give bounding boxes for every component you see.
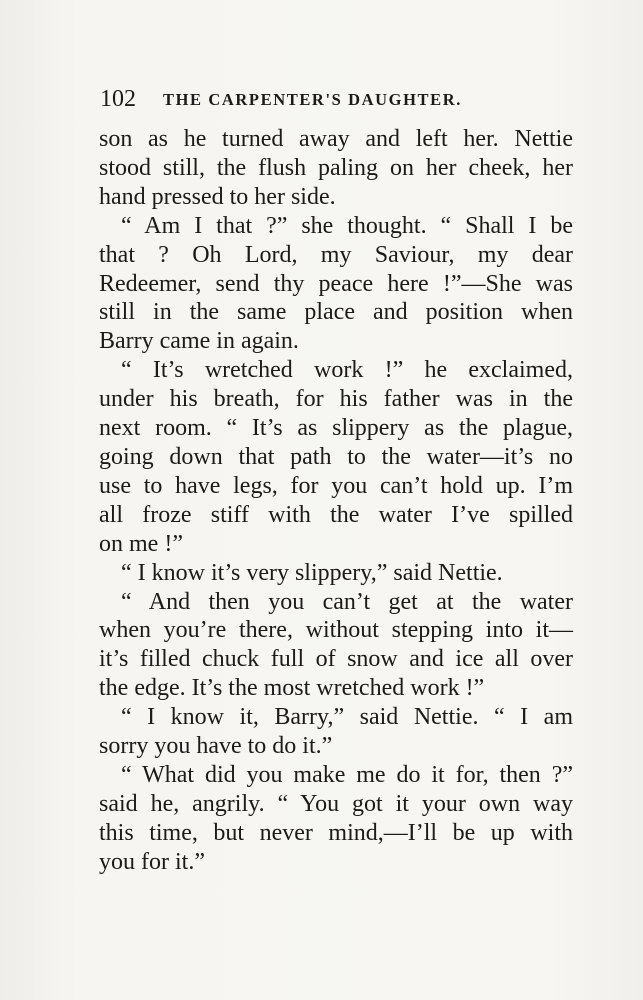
text-line: “ I know it’s very slippery,” said Nettie. — [121, 559, 503, 586]
text-line: on me !” — [99, 530, 183, 557]
text-line: sorry you have to do it.” — [99, 733, 333, 760]
text-line: son as he turned away and left her. Nettie — [99, 126, 573, 152]
text-line: you for it.” — [99, 848, 205, 875]
text-line: next room. “ It’s as slippery as the plague, — [99, 415, 573, 442]
text-line: said he, angrily. “ You got it your own way — [99, 790, 573, 817]
text-line: it’s filled chuck full of snow and ice all over — [99, 646, 573, 673]
text-line: use to have legs, for you can’t hold up. I’m — [99, 472, 573, 499]
text-line: “ Am I that ?” she thought. “ Shall I be — [121, 212, 573, 239]
text-line: when you’re there, without stepping into it— — [99, 617, 573, 644]
text-line: the edge. It’s the most wretched work !” — [99, 675, 485, 702]
text-line: Redeemer, send thy peace here !”—She was — [99, 270, 573, 297]
text-line: all froze stiff with the water I’ve spilled — [99, 501, 573, 528]
text-line: under his breath, for his father was in the — [99, 386, 573, 413]
text-line: going down that path to the water—it’s no — [99, 443, 573, 470]
text-line: that ? Oh Lord, my Saviour, my dear — [99, 241, 573, 268]
text-line: “ And then you can’t get at the water — [121, 588, 573, 615]
page-number: 102 — [100, 86, 136, 112]
body-text — [99, 125, 573, 877]
text-line: hand pressed to her side. — [99, 183, 336, 210]
text-line: Barry came in again. — [99, 328, 299, 355]
text-line: “ I know it, Barry,” said Nettie. “ I am — [121, 704, 573, 731]
text-line: this time, but never mind,—I’ll be up with — [99, 819, 573, 846]
text-line: “ It’s wretched work !” he exclaimed, — [121, 357, 573, 384]
text-line: “ What did you make me do it for, then ?” — [121, 761, 573, 788]
running-head: THE CARPENTER'S DAUGHTER. — [163, 90, 462, 109]
page-header — [100, 84, 580, 114]
text-line: still in the same place and position when — [99, 299, 573, 326]
text-line: stood still, the flush paling on her cheek, her — [99, 154, 573, 181]
